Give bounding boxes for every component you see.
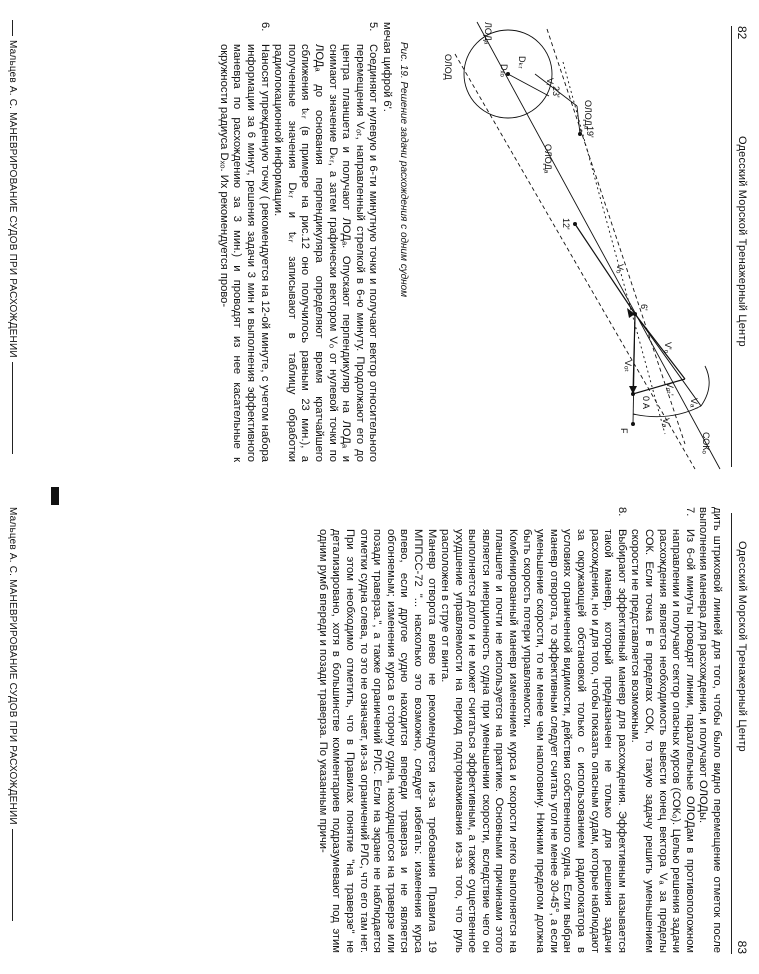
label-olod-c: ОЛОД <box>443 54 453 80</box>
paragraph: Комбинированный маневр изменением курса и скорости легко выполняется на планшете и почти не используется на практике. Основными причинами этого является инерционность судна при уменьшении скорости, вследствие чего он выполняется долго и не может считаться эффективным, а также существенное ухудшение управляемости на период подтормаживания из-за того, что руль расположен в струе от винта. <box>439 529 520 953</box>
item-number: 6. <box>258 22 271 32</box>
label-olod-b: ОЛОДₐ <box>543 144 553 174</box>
label-vo-prime: V'ₒ <box>663 342 673 354</box>
olod-line-lower <box>455 54 695 469</box>
label-twelve: 12' <box>561 218 571 230</box>
page-number: 83 <box>735 940 749 954</box>
page-number: 82 <box>735 26 749 40</box>
point-f <box>631 422 635 426</box>
footer-text: Мальцев А. С. МАНЕВРИРОВАНИЕ СУДОВ ПРИ РАСХОЖДЕНИИ <box>7 507 18 825</box>
vot-prime-vector <box>633 379 685 394</box>
continuation-text: дить штриховой линией для того, чтобы было видно перемещение отметок после выполнения маневра для расхождения, и получают ОЛОДы. <box>697 507 723 953</box>
item-text: Соединяют нулевую и 6-ти минутную точки и получают вектор относительного перемещения Vₒₜ, направленный стрелкой в 6-ю минуту. Продолжают его до центра планшета и получают ЛОДₐ. Опускают перпендикуляр на ЛОДₐ и снимают значение Dₖᵣ, а затем графически вектором Vₒ от нулевой точки по ЛОДₐ до основания перпендикуляра определяют время кратчайшего сближения tₖᵣ (в примере на рис.12 оно получилось равным 23 мин.), а полученные значения Dₖᵣ и tₖᵣ записывают в таблицу обработки радиолокационной информации. <box>272 44 380 462</box>
point-12 <box>573 222 577 226</box>
header-rule <box>731 26 732 467</box>
label-nineteen: 19' <box>585 126 595 138</box>
footer-rule <box>12 829 13 921</box>
list-item <box>271 22 380 462</box>
right-page-body <box>315 507 723 953</box>
running-title: Одесский Морской Тренажерный Центр <box>736 136 748 347</box>
label-dzd: Dₓₒ <box>499 64 509 77</box>
item-number: 7. <box>683 507 696 517</box>
continuation-line: мечая цифрой 6'. <box>381 22 393 112</box>
dkr-perpendicular <box>508 74 549 96</box>
list-item <box>315 507 628 953</box>
running-title: Одесский Морской Тренажерный Центр <box>736 541 748 752</box>
label-twentythree: 23' <box>551 86 561 98</box>
label-vot-prime: Vₒₜ' <box>665 382 675 396</box>
va-small-vector <box>577 106 580 134</box>
footer-rule <box>12 362 13 454</box>
label-lod: ЛОДₐ <box>483 22 493 45</box>
page-header-left <box>731 26 749 467</box>
va-arc <box>701 366 709 406</box>
item-text: Выбирают эффективный маневр для расхождения. Эффективным называется такой маневр, который предназначен не только для решения задачи расхождения, но и для того, чтобы показать опасным судам, которые наблюдают за окружающей обстановкой только с использованием радиолокатора в условиях ограниченной видимости, действия собственного судна. Если выбран маневр отворота, то эффективным следует считать угол не менее 30-45°, а если уменьшение скорости, то не менее чем наполовину. Нижним пределом должна быть скорость потери управляемости. <box>520 529 628 953</box>
label-vr: Vᵣ <box>545 78 555 87</box>
list-item <box>628 507 696 953</box>
left-page-body <box>216 22 393 462</box>
label-vo: Vₒ <box>615 264 625 274</box>
label-f: F <box>619 428 629 434</box>
item-number: 5. <box>367 22 380 32</box>
page-footer-left <box>6 20 18 467</box>
page-83 <box>0 487 759 974</box>
page-footer-right <box>6 507 18 954</box>
footer-rule <box>12 20 13 36</box>
paragraph: Маневр отворота влево не рекомендуется из-за требования Правила 19 МППСС-72 "... насколько это возможно, следует избегать: изменения курса влево, если другое судно находится впереди траверза и не является обгоняемым; изменения курса в сторону судна, находящегося на траверзе или позади траверза.", а также ограничений РЛС. Если на экране не наблюдается отметки судна слева, то это не означает, из-за ограничений РЛС, что его там нет. При этом необходимо отметить, что в Правилах понятие "на траверзе" не детализировано, хотя в большинстве комментариев подразумевают под этим одним румб впереди и позади траверза. По указанным причи- <box>316 529 438 953</box>
list-item <box>216 22 270 462</box>
vo-vector <box>575 224 635 314</box>
label-dkr: Dₖᵣ <box>517 56 527 69</box>
label-v-ef: Vₐ' <box>689 398 699 410</box>
label-vot: Vₒₜ <box>623 360 633 373</box>
scan-artifact <box>51 487 59 505</box>
label-olod-a: ОЛОДₐ <box>583 100 593 130</box>
footer-text: Мальцев А. С. МАНЕВРИРОВАНИЕ СУДОВ ПРИ РАСХОЖДЕНИИ <box>7 40 18 358</box>
item-number: 8. <box>615 507 628 517</box>
page-header-right <box>731 513 749 954</box>
figure-caption: Рис. 19. Решение задачи расхождения с одним судном <box>398 42 409 298</box>
lod-line <box>477 22 720 469</box>
point-19 <box>578 132 582 136</box>
figure-19-diagram <box>411 14 725 474</box>
header-rule <box>731 513 732 954</box>
label-zero-a: 0 A <box>641 396 651 410</box>
label-six: 6' <box>639 304 649 311</box>
label-v-a: Vₐ <box>661 418 671 428</box>
item-text: Наносят упрежденную точку ( рекомендуется на 12-ой минуте, с учетом набора информации за 6 минут, решения задачи 3 мин и выполнения эффективного маневра по расхождению за 3 мин.) и проводят из нее касательные к окружности радиуса Dₓₒ. Их рекомендуется прово- <box>217 44 271 462</box>
label-cok: СОКₒ <box>701 432 711 454</box>
item-text: Из 6-ой минуты проводят линии, параллельные ОЛОДам в противоположном направлении и получают сектор опасных курсов (СОКₒ). Целью решения задачи расхождения является необходимость вывести конец вектора Vₐ за пределы СОК. Если точка F в пределах СОК, то такую задачу решить уменьшением скорости не представляется возможным. <box>629 529 696 953</box>
